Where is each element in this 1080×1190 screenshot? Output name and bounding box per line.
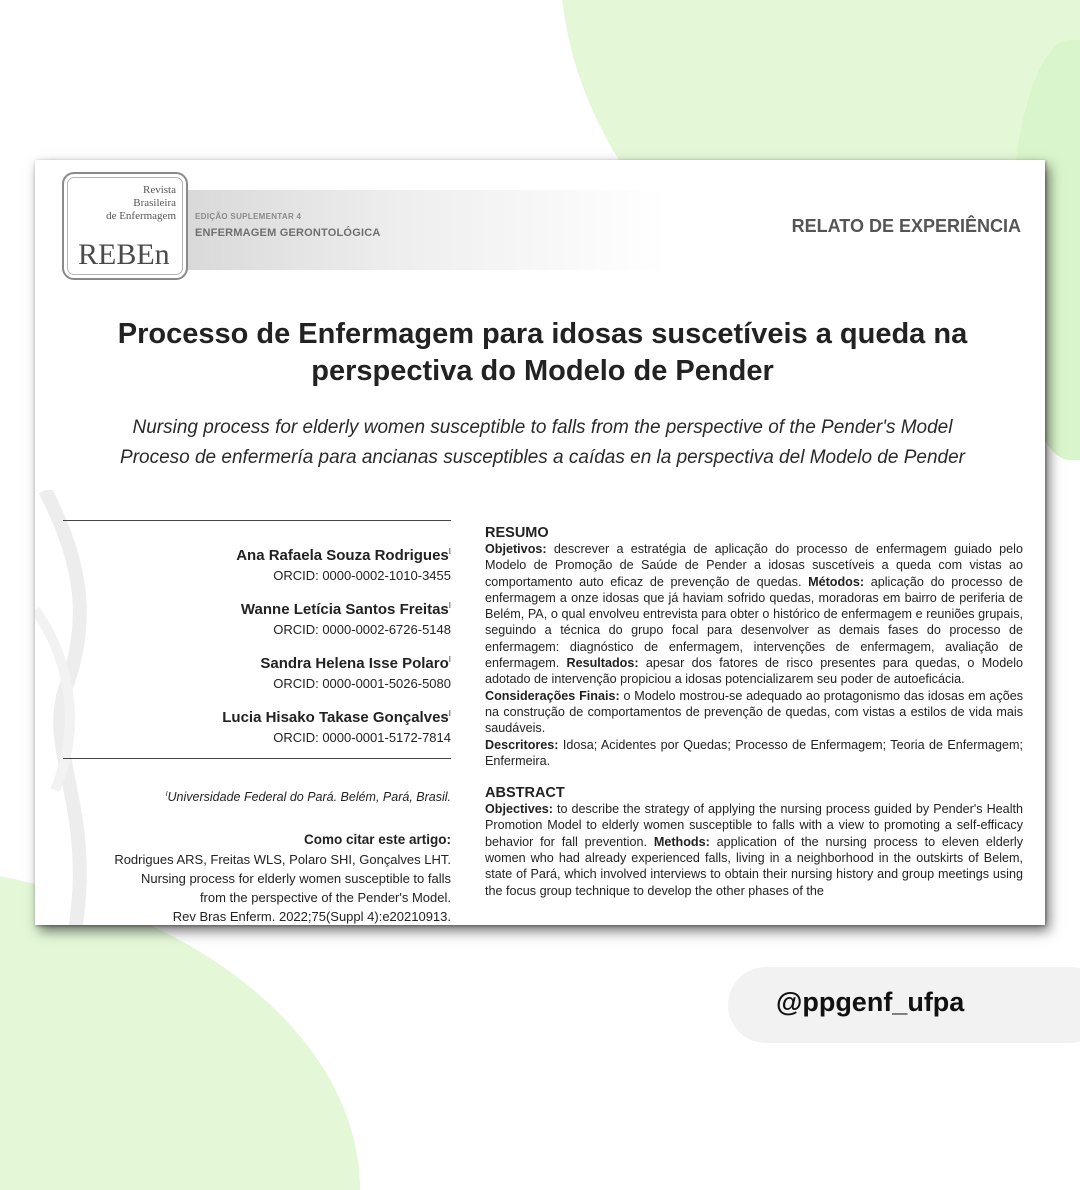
citation-block — [75, 830, 451, 925]
affiliation: $^I$Universidade Federal do Pará. Belém, Pará, Brasil. — [165, 790, 451, 804]
resumo-descriptors: Descritores: Idosa; Acidentes por Quedas; Processo de Enfermagem; Teoria de Enfermagem; Enfermeira. — [485, 737, 1023, 768]
resumo-heading: RESUMO — [485, 525, 549, 541]
author-name: Sandra Helena Isse Polaro — [260, 655, 449, 672]
author-name: Lucia Hisako Takase Gonçalves — [222, 709, 449, 726]
abstract-body: Objectives: to describe the strategy of applying the nursing process guided by Pender's Health Promotion Model to elderly women susceptible to falls with a view to promoting a self-efficacy behavior for fall prevention. Methods: application of the nursing process to eleven elderly women who had already experienced falls, living in a neighborhood in the outskirts of Belem, state of Pará, which involved interviews to obtain their nursing history and group meetings using the focus group technique to develop the other phases of the — [485, 802, 1023, 898]
instagram-handle[interactable]: @ppgenf_ufpa — [776, 987, 965, 1017]
subtitle-english: Nursing process for elderly women susceptible to falls from the perspective of the Pender's Model — [132, 417, 953, 438]
divider-bottom — [63, 758, 451, 759]
author-list — [75, 541, 451, 757]
author-item: Sandra Helena Isse Polaro$^I$ ORCID: 0000-0001-5026-5080 — [75, 649, 451, 693]
abstract-column — [485, 525, 1023, 899]
article-title: Processo de Enfermagem para idosas suscetíveis a queda na perspectiva do Modelo de Pender — [117, 318, 968, 387]
article-subtitles — [75, 413, 1010, 473]
article-page-screenshot — [35, 160, 1045, 925]
citation-line: Rev Bras Enferm. 2022;75(Suppl 4):e20210913. — [172, 909, 451, 924]
divider-top — [63, 520, 451, 521]
citation-heading: Como citar este artigo: — [303, 832, 451, 847]
edition-label: EDIÇÃO SUPLEMENTAR 4 — [195, 212, 302, 221]
resumo-body: Objetivos: descrever a estratégia de aplicação do processo de enfermagem guiado pelo Modelo de Promoção de Saúde de Pender a idosas suscetíveis a queda com vistas ao comportamento auto eficaz de prevenção de quedas. Métodos: aplicação do processo de enfermagem a onze idosas que já haviam sofrido quedas, moradoras em bairro de periferia de Belém, PA, o qual envolveu entrevista para obter o histórico de enfermagem e reuniões grupais, seguindo a técnica do grupo focal para desenvolver as demais fases do processo de enfermagem: diagnóstico de enfermagem, intervenções de enfermagem, avaliação de enfermagem. Resultados: apesar dos fatores de risco presentes para quedas, o Modelo adotado de intervenção propiciou a idosas potencializarem seu poder de autoeficácia. — [485, 542, 1024, 687]
journal-logo — [62, 172, 188, 280]
article-type: RELATO DE EXPERIÊNCIA — [791, 216, 1021, 236]
author-orcid: ORCID: 0000-0002-1010-3455 — [273, 568, 451, 583]
citation-line: Rodrigues ARS, Freitas WLS, Polaro SHI, Gonçalves LHT. — [114, 852, 451, 867]
citation-line: from the perspective of the Pender's Model. — [199, 890, 451, 905]
author-item: Wanne Letícia Santos Freitas$^I$ ORCID: 0000-0002-6726-5148 — [75, 595, 451, 639]
section-label: ENFERMAGEM GERONTOLÓGICA — [195, 227, 381, 239]
citation-line: Nursing process for elderly women susceptible to falls — [141, 871, 451, 886]
author-orcid: ORCID: 0000-0001-5172-7814 — [273, 730, 451, 745]
author-item: Lucia Hisako Takase Gonçalves$^I$ ORCID: 0000-0001-5172-7814 — [75, 703, 451, 747]
author-orcid: ORCID: 0000-0002-6726-5148 — [273, 622, 451, 637]
logo-brand: REBEn — [78, 238, 170, 271]
author-name: Ana Rafaela Souza Rodrigues — [236, 547, 449, 564]
resumo-conclusion: Considerações Finais: o Modelo mostrou-se adequado ao protagonismo das idosas em ações na construção de comportamentos de prevenção de quedas, com vistas a estilos de vida mais saudáveis. — [485, 688, 1023, 736]
subtitle-spanish: Proceso de enfermería para ancianas susceptibles a caídas en la perspectiva del Modelo de Pender — [120, 447, 965, 468]
abstract-heading: ABSTRACT — [485, 785, 565, 802]
author-item: Ana Rafaela Souza Rodrigues$^I$ ORCID: 0000-0002-1010-3455 — [75, 541, 451, 585]
author-name: Wanne Letícia Santos Freitas — [240, 601, 449, 618]
author-orcid: ORCID: 0000-0001-5026-5080 — [273, 676, 451, 691]
logo-wordmark: Revista Brasileira de Enfermagem — [106, 184, 176, 222]
